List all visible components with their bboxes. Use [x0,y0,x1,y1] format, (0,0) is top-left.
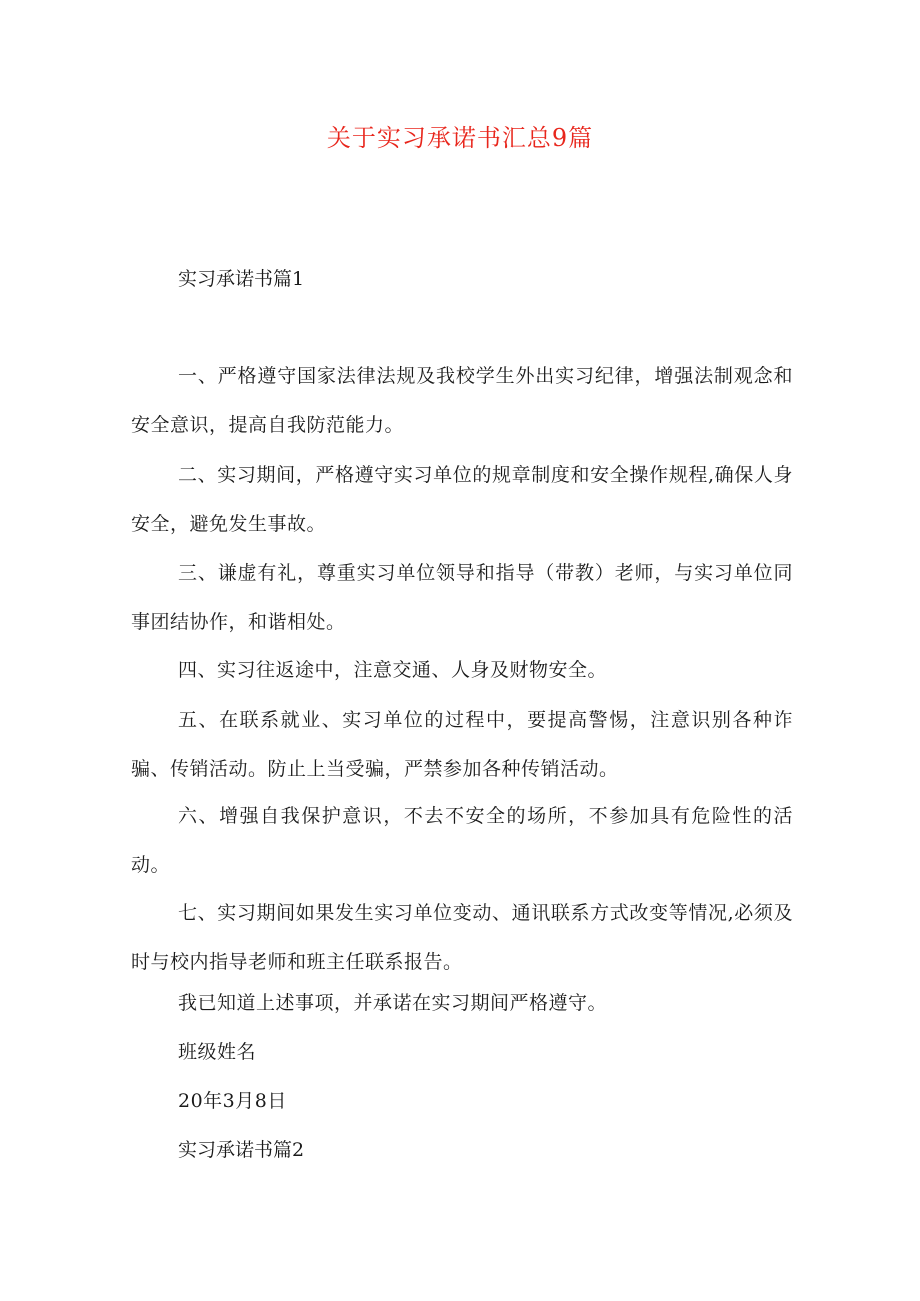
paragraph-7: 七、实习期间如果发生实习单位变动、通讯联系方式改变等情况,必须及时与校内指导老师和班主任联系报告。 [131,902,793,973]
paragraph-1: 一、严格遵守国家法律法规及我校学生外出实习纪律，增强法制观念和安全意识，提高自我防范能力。 [131,365,793,436]
document-title: 关于实习承诺书汇总9篇 [326,124,594,152]
paragraph-6: 六、增强自我保护意识，不去不安全的场所，不参加具有危险性的活动。 [131,805,793,876]
paragraph-2: 二、实习期间，严格遵守实习单位的规章制度和安全操作规程,确保人身安全，避免发生事故。 [131,464,793,535]
signature-line: 班级姓名 [178,1041,257,1063]
paragraph-3: 三、谦虚有礼，尊重实习单位领导和指导（带教）老师，与实习单位同事团结协作，和谐相处。 [131,562,793,633]
paragraph-4: 四、实习往返途中，注意交通、人身及财物安全。 [178,659,608,681]
section-heading-2: 实习承诺书篇2 [178,1139,305,1161]
paragraph-5: 五、在联系就业、实习单位的过程中，要提高警惕，注意识别各种诈骗、传销活动。防止上当受骗，严禁参加各种传销活动。 [131,709,793,780]
section-heading-1: 实习承诺书篇1 [178,268,305,290]
date-line: 20年3月8日 [178,1090,287,1112]
pledge-statement: 我已知道上述事项，并承诺在实习期间严格遵守。 [178,992,608,1014]
